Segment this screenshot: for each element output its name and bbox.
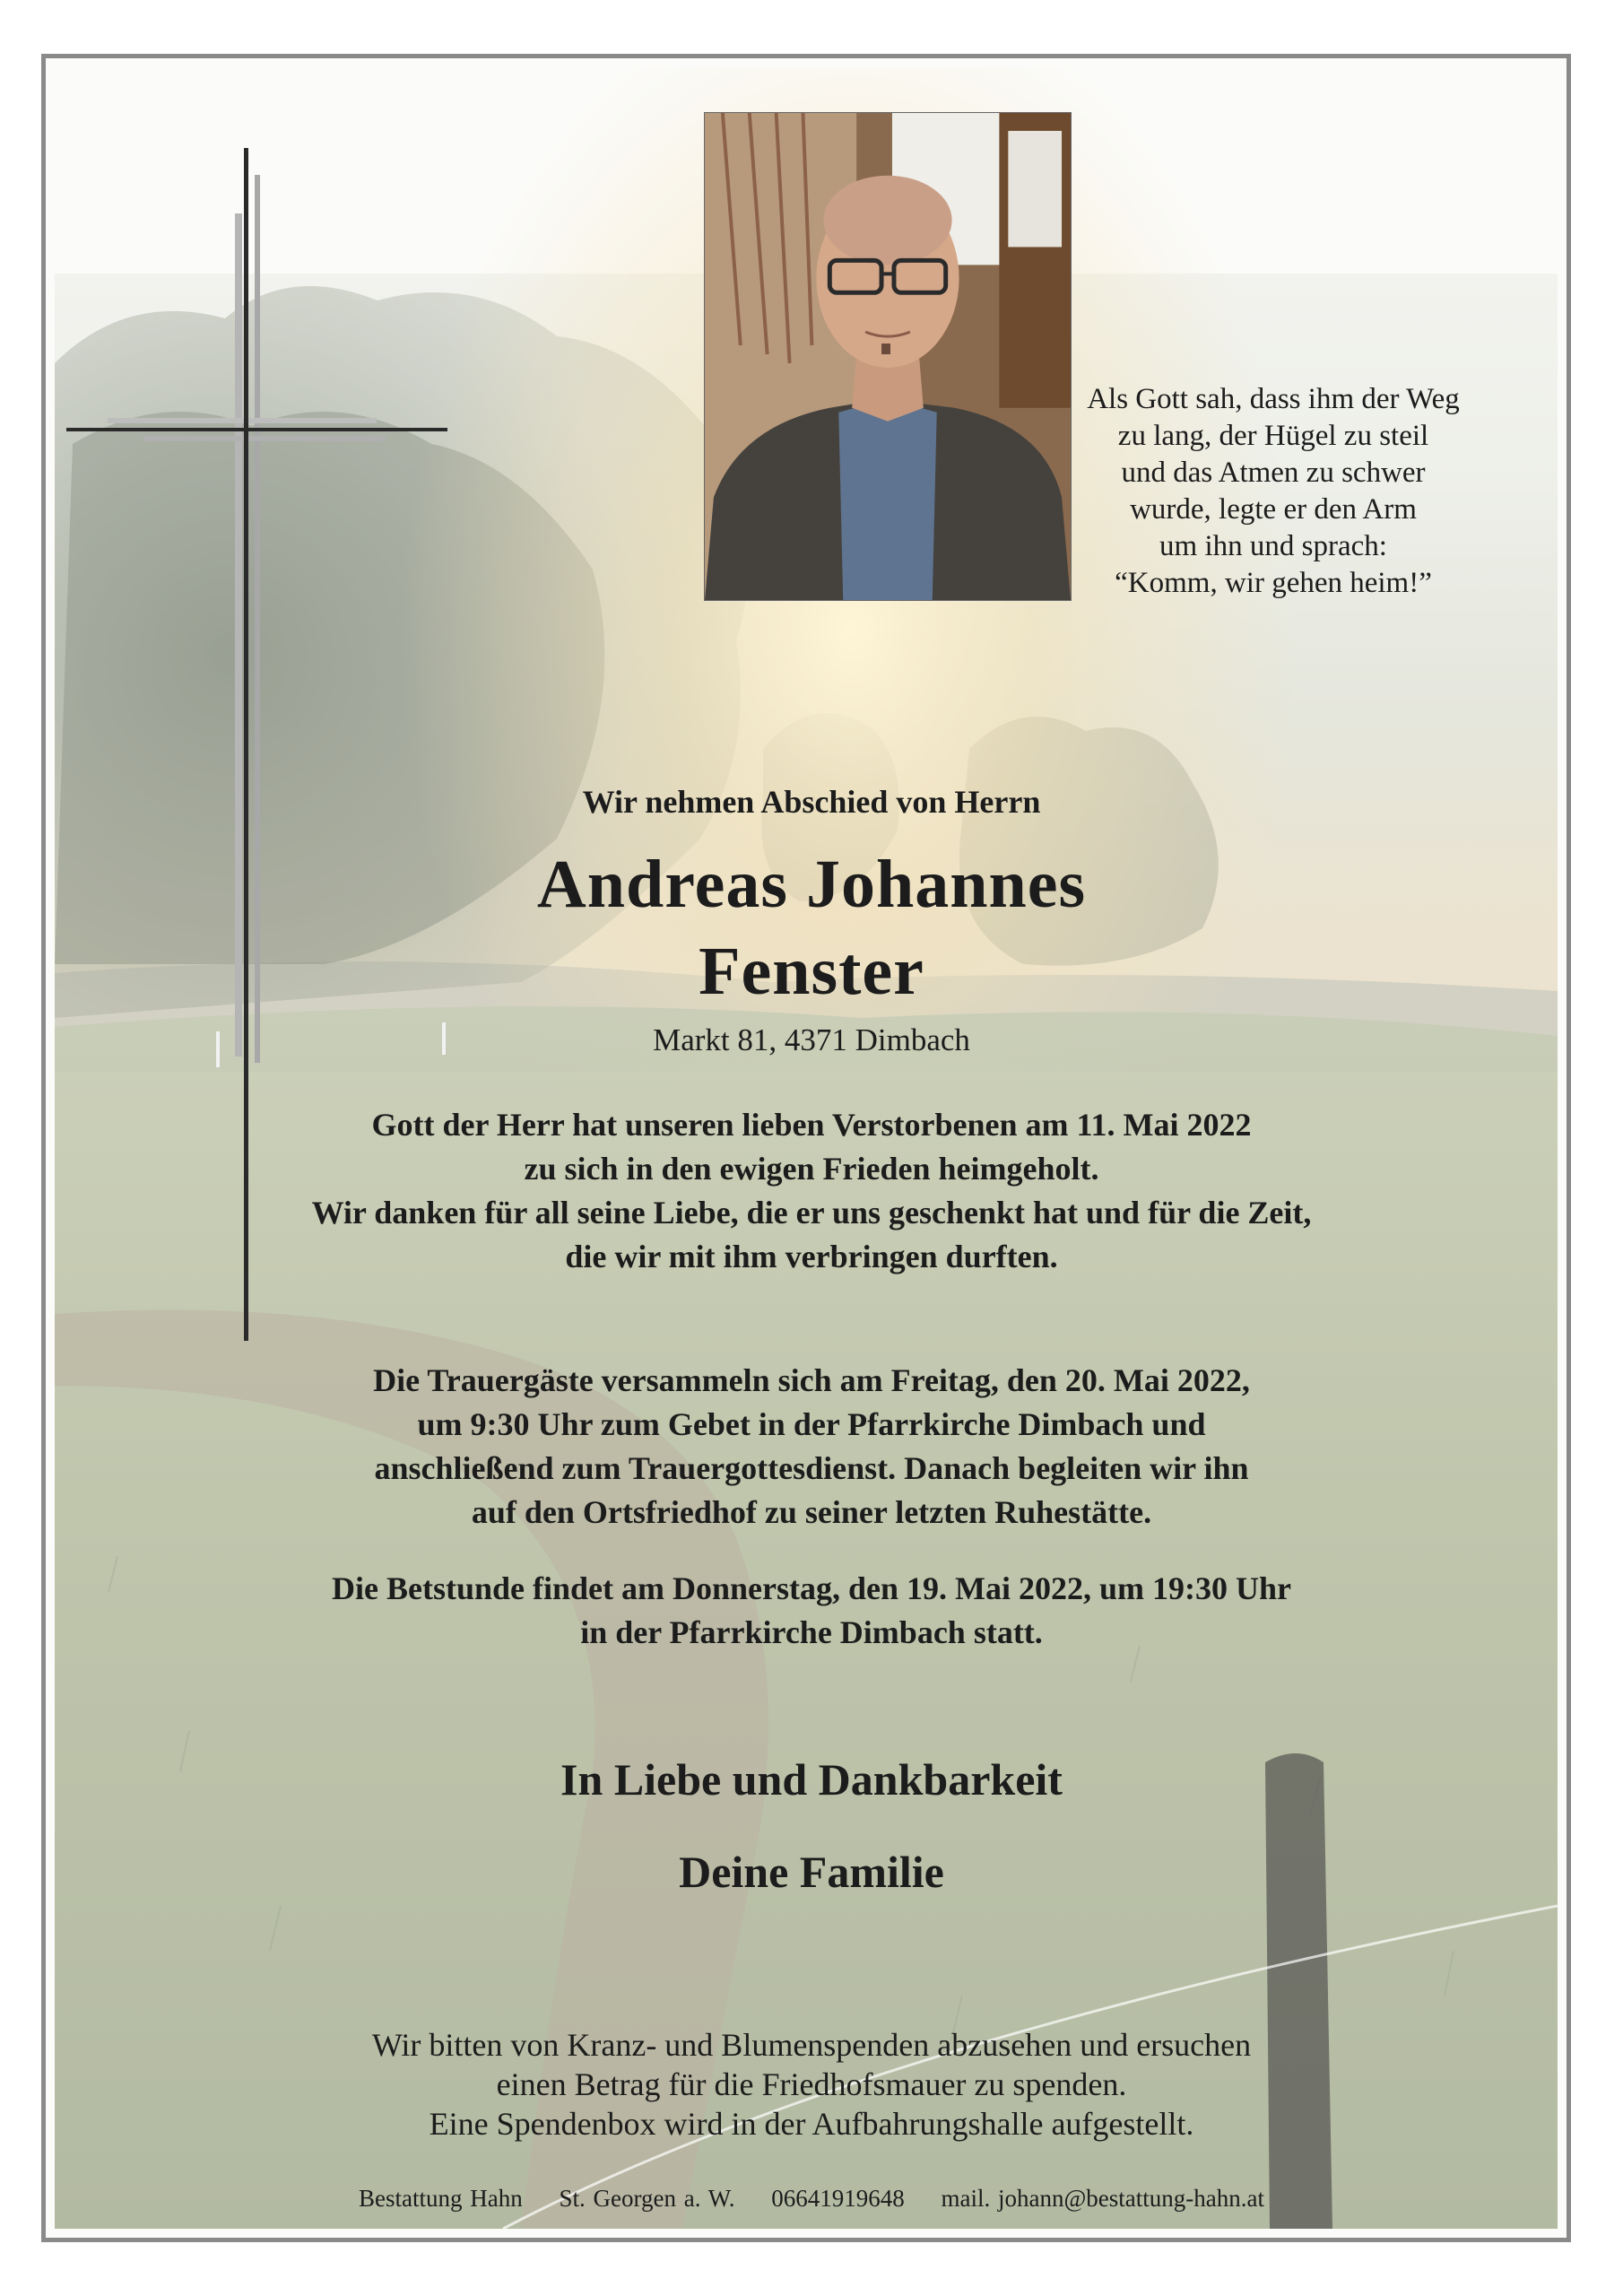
closing-signature: Deine Familie bbox=[679, 1847, 944, 1897]
intro-text: Wir nehmen Abschied von Herrn bbox=[582, 784, 1041, 820]
poem-line: wurde, legte er den Arm bbox=[1130, 493, 1417, 526]
funeral-line: anschließend zum Trauergottesdienst. Danach begleiten wir ihn bbox=[374, 1450, 1249, 1486]
donation-line: Eine Spendenbox wird in der Aufbahrungshalle aufgestellt. bbox=[429, 2106, 1194, 2142]
announcement-paragraph bbox=[0, 1103, 1623, 1279]
deceased-name-line-1: Andreas Johannes bbox=[536, 847, 1087, 922]
cross-vertical-grey-bar bbox=[235, 213, 242, 1057]
deceased-name-line-2: Fenster bbox=[699, 934, 924, 1009]
poem-line: “Komm, wir gehen heim!” bbox=[1115, 567, 1432, 599]
cross-horizontal-grey-bar-2 bbox=[143, 436, 386, 441]
donation-line: einen Betrag für die Friedhofsmauer zu spenden. bbox=[496, 2066, 1127, 2102]
donation-request bbox=[0, 2025, 1623, 2144]
cross-horizontal-line bbox=[66, 428, 447, 431]
poem-line: um ihn und sprach: bbox=[1159, 530, 1387, 562]
footer-phone: 06641919648 bbox=[771, 2185, 905, 2212]
footer-email: mail. johann@bestattung-hahn.at bbox=[941, 2185, 1264, 2212]
prayer-line: in der Pfarrkirche Dimbach statt. bbox=[580, 1614, 1043, 1650]
announcement-line: zu sich in den ewigen Frieden heimgeholt. bbox=[524, 1151, 1099, 1187]
funeral-line: auf den Ortsfriedhof zu seiner letzten Ruhestätte. bbox=[471, 1494, 1152, 1530]
donation-line: Wir bitten von Kranz- und Blumenspenden abzusehen und ersuchen bbox=[371, 2027, 1252, 2063]
prayer-paragraph bbox=[0, 1567, 1623, 1655]
announcement-line: Gott der Herr hat unseren lieben Verstorbenen am 11. Mai 2022 bbox=[371, 1107, 1252, 1143]
poem-line: Als Gott sah, dass ihm der Weg bbox=[1087, 383, 1460, 415]
footer-location: St. Georgen a. W. bbox=[559, 2185, 735, 2212]
address: Markt 81, 4371 Dimbach bbox=[653, 1022, 970, 1057]
prayer-line: Die Betstunde findet am Donnerstag, den 19. Mai 2022, um 19:30 Uhr bbox=[332, 1570, 1291, 1606]
announcement-line: Wir danken für all seine Liebe, die er uns geschenkt hat und für die Zeit, bbox=[311, 1195, 1312, 1231]
announcement-line: die wir mit ihm verbringen durften. bbox=[565, 1239, 1058, 1274]
footer-company: Bestattung Hahn bbox=[358, 2185, 523, 2212]
footer bbox=[0, 2185, 1623, 2213]
funeral-line: Die Trauergäste versammeln sich am Freitag, den 20. Mai 2022, bbox=[373, 1362, 1250, 1398]
funeral-line: um 9:30 Uhr zum Gebet in der Pfarrkirche Dimbach und bbox=[417, 1406, 1206, 1442]
poem-line: und das Atmen zu schwer bbox=[1121, 457, 1426, 489]
funeral-paragraph bbox=[0, 1359, 1623, 1535]
cross-horizontal-grey-bar bbox=[108, 418, 377, 423]
portrait-photo bbox=[704, 112, 1072, 601]
cross-vertical-grey-bar-2 bbox=[255, 175, 260, 1063]
closing-line-1: In Liebe und Dankbarkeit bbox=[560, 1754, 1063, 1805]
poem-line: zu lang, der Hügel zu steil bbox=[1117, 420, 1429, 452]
poem-quote bbox=[1081, 381, 1466, 602]
